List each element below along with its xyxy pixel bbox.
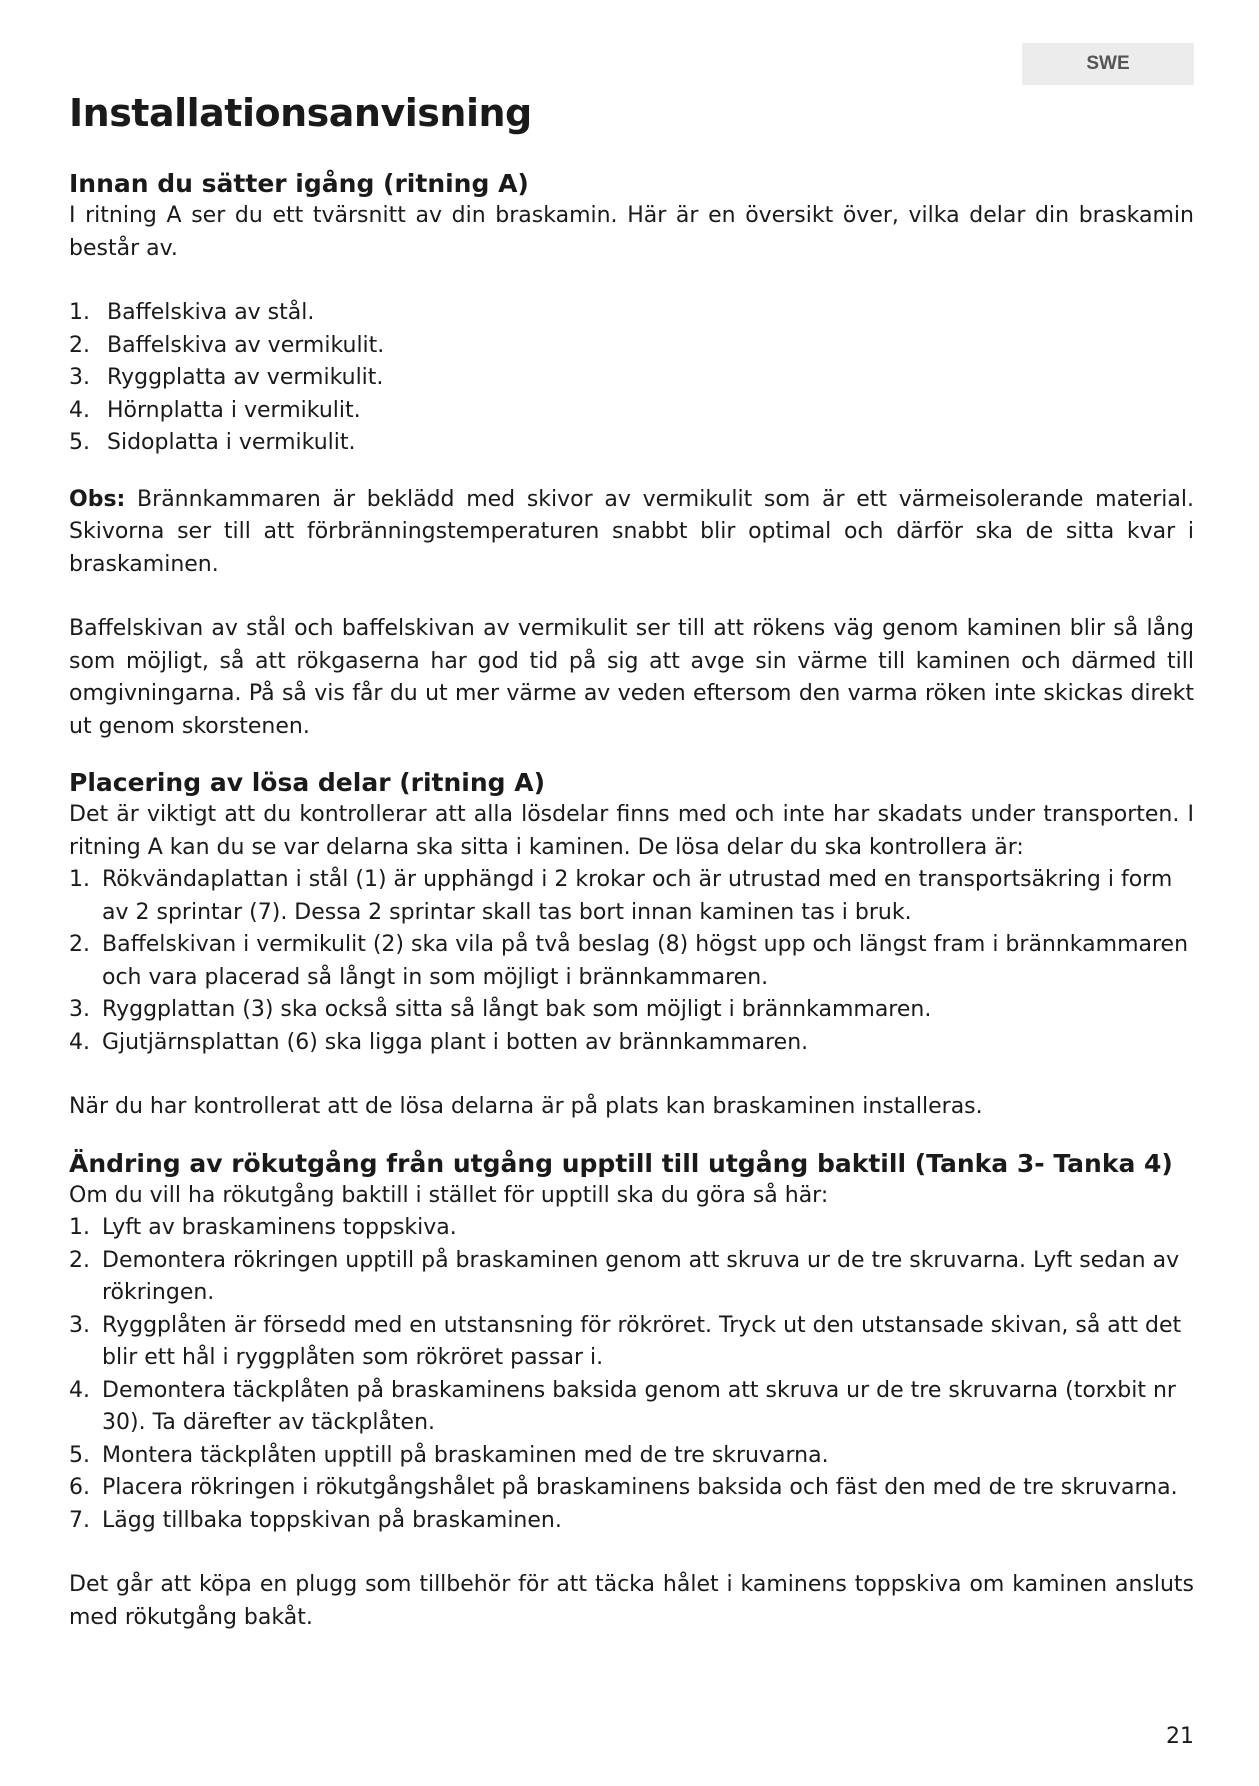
list-item [69, 994, 1194, 1027]
list-text: Montera täckplåten upptill på braskaminen med de tre skruvarna. [102, 1442, 829, 1468]
list-item [69, 1472, 1194, 1505]
list-item [69, 297, 1194, 330]
list-number: 2. [69, 1247, 90, 1273]
list-number: 3. [69, 997, 90, 1022]
list-number: 4. [69, 1029, 90, 1055]
baffle-paragraph: Baffelskivan av stål och baffelskivan av vermikulit ser till att rökens väg genom kaminen blir så lång som möjligt, så att rökgaserna har god tid på sig att avge sin värme till kaminen och därmed till omgivningarna. På så vis får du ut mer värme av veden eftersom den varma röken inte skickas direkt ut genom skorstenen. [69, 616, 1194, 739]
list-text: Gjutjärnsplattan (6) ska ligga plant i botten av brännkammaren. [102, 1029, 809, 1055]
section-intro: Det är viktigt att du kontrollerar att alla lösdelar finns med och inte har skadats under transporten. I ritning A kan du se var delarna ska sitta i kaminen. De lösa delar du ska kontrollera är: [69, 802, 1194, 860]
section-heading-loose-parts: Placering av lösa delar (ritning A) [69, 768, 546, 797]
list-item [69, 362, 1194, 395]
list-number: 5. [69, 1442, 90, 1468]
document-body [69, 86, 1194, 1634]
list-item [69, 864, 1194, 929]
list-text: Baffelskiva av vermikulit. [107, 332, 385, 358]
list-number: 1. [69, 1215, 90, 1240]
list-item [69, 1212, 1194, 1245]
list-text: Hörnplatta i vermikulit. [107, 397, 361, 423]
list-number: 3. [69, 1312, 90, 1338]
list-item [69, 427, 1194, 460]
list-text: Demontera täckplåten på braskaminens baksida genom att skruva ur de tre skruvarna (torxbit nr 30). Ta därefter av täckplåten. [102, 1377, 1176, 1435]
list-text: Lägg tillbaka toppskivan på braskaminen. [102, 1507, 562, 1533]
list-text: Ryggplatta av vermikulit. [107, 365, 384, 390]
list-number: 3. [69, 365, 90, 390]
list-number: 4. [69, 397, 90, 423]
list-text: Baffelskivan i vermikulit (2) ska vila på två beslag (8) högst upp och längst fram i brännkammaren och vara placerad så långt in som möjligt i brännkammaren. [102, 932, 1189, 990]
flue-steps-list [69, 1212, 1194, 1537]
list-text: Demontera rökringen upptill på braskaminen genom att skruva ur de tre skruvarna. Lyft sedan av rökringen. [102, 1247, 1180, 1305]
list-item [69, 1245, 1194, 1310]
note-paragraph [69, 484, 1194, 582]
note-text: Brännkammaren är beklädd med skivor av vermikulit som är ett värmeisolerande material. Skivorna ser till att förbränningstemperaturen snabbt blir optimal och därför ska de sitta kvar i braskaminen. [69, 486, 1194, 577]
section-intro: I ritning A ser du ett tvärsnitt av din braskamin. Här är en översikt över, vilka delar din braskamin består av. [69, 203, 1194, 261]
list-number: 2. [69, 932, 90, 957]
list-item [69, 1375, 1194, 1440]
list-text: Placera rökringen i rökutgångshålet på braskaminens baksida och fäst den med de tre skruvarna. [102, 1475, 1178, 1500]
list-number: 1. [69, 300, 90, 325]
list-text: Ryggplåten är försedd med en utstansning för rökröret. Tryck ut den utstansade skivan, så att det blir ett hål i ryggplåten som rökröret passar i. [102, 1312, 1182, 1370]
list-text: Rökvändaplattan i stål (1) är upphängd i 2 krokar och är utrustad med en transportsäkring i form av 2 sprintar (7). Dessa 2 sprintar skall tas bort innan kaminen tas i bruk. [102, 867, 1173, 925]
note-label: Obs: [69, 486, 126, 512]
section-intro: Om du vill ha rökutgång baktill i stället för upptill ska du göra så här: [69, 1182, 829, 1208]
list-number: 1. [69, 867, 90, 892]
list-number: 4. [69, 1377, 90, 1403]
list-text: Baffelskiva av stål. [107, 300, 315, 325]
list-number: 6. [69, 1475, 90, 1500]
list-number: 2. [69, 332, 90, 358]
list-item [69, 1505, 1194, 1538]
list-item [69, 395, 1194, 428]
list-text: Lyft av braskaminens toppskiva. [102, 1215, 457, 1240]
list-item [69, 330, 1194, 363]
section-heading-flue-outlet: Ändring av rökutgång från utgång upptill till utgång baktill (Tanka 3- Tanka 4) [69, 1148, 1173, 1178]
list-number: 5. [69, 430, 90, 455]
list-text: Sidoplatta i vermikulit. [107, 430, 356, 455]
section-heading-before-start: Innan du sätter igång (ritning A) [69, 169, 529, 198]
list-number: 7. [69, 1507, 90, 1533]
page-title: Installationsanvisning [69, 91, 532, 135]
parts-list [69, 297, 1194, 460]
list-item [69, 929, 1194, 994]
section-outro: Det går att köpa en plugg som tillbehör för att täcka hålet i kaminens toppskiva om kaminen ansluts med rökutgång bakåt. [69, 1572, 1194, 1630]
list-text: Ryggplattan (3) ska också sitta så långt bak som möjligt i brännkammaren. [102, 997, 932, 1022]
loose-parts-list [69, 864, 1194, 1059]
list-item [69, 1440, 1194, 1473]
list-item [69, 1027, 1194, 1060]
list-item [69, 1310, 1194, 1375]
section-outro: När du har kontrollerat att de lösa delarna är på plats kan braskaminen installeras. [69, 1094, 983, 1119]
page-number: 21 [1166, 1724, 1194, 1749]
language-badge: SWE [1022, 43, 1194, 85]
